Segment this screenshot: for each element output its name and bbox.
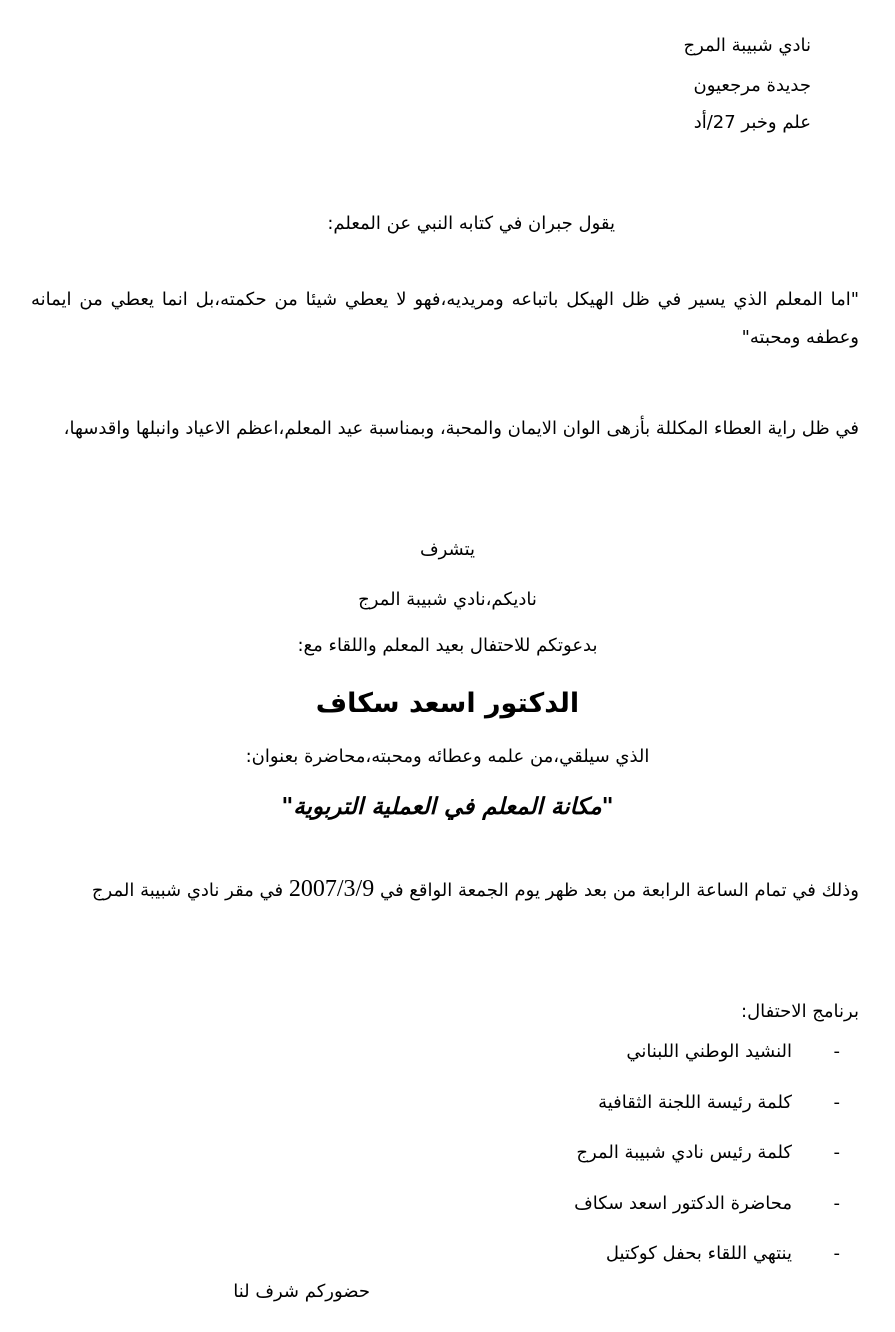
header-license (694, 111, 811, 135)
speaker-name: الدكتور اسعد سكاف (315, 688, 580, 719)
schedule-text-post: في مقر نادي شبيبة المرج (91, 880, 289, 901)
list-dash: - (833, 1041, 840, 1062)
program-item (574, 1040, 840, 1064)
lecture-intro: الذي سيلقي،من علمه وعطائه ومحبته،محاضرة بعنوان: (245, 746, 650, 767)
list-dash: - (833, 1243, 840, 1265)
license-prefix: علم وخبر (735, 112, 811, 133)
quote-intro: يقول جبران في كتابه النبي عن المعلم: (327, 213, 615, 234)
list-dash: - (833, 1192, 840, 1214)
program-item (574, 1141, 840, 1165)
closing-line: حضوركم شرف لنا (233, 1281, 370, 1302)
program-item-label: ينتهي اللقاء بحفل كوكتيل (605, 1243, 792, 1265)
schedule-paragraph (31, 870, 859, 910)
program-item (574, 1242, 840, 1266)
quote-text: "اما المعلم الذي يسير في ظل الهيكل باتباعه ومريديه،فهو لا يعطي شيئا من حكمته،بل انما يعطي من ايمانه وعطفه ومحبته" (31, 289, 859, 348)
program-list (574, 1040, 840, 1293)
program-item-label: كلمة رئيسة اللجنة الثقافية (598, 1091, 792, 1113)
program-item-label: كلمة رئيس نادي شبيبة المرج (576, 1142, 792, 1164)
schedule-text-pre: وذلك في تمام الساعة الرابعة من بعد ظهر يوم الجمعة الواقع في (374, 880, 859, 901)
occasion-paragraph: في ظل راية العطاء المكللة بأزهى الوان الايمان والمحبة، وبمناسبة عيد المعلم،اعظم الاعياد وانبلها واقدسها، (63, 418, 859, 439)
header-location: جديدة مرجعيون (693, 75, 811, 96)
program-item-label: النشيد الوطني اللبناني (626, 1041, 792, 1062)
invitation-line-2: ناديكم،نادي شبيبة المرج (358, 589, 537, 610)
header-club-name: نادي شبيبة المرج (683, 35, 811, 56)
license-suffix: /أد (693, 112, 713, 133)
license-number: 27 (712, 112, 736, 133)
invitation-line-3: بدعوتكم للاحتفال بعيد المعلم واللقاء مع: (297, 635, 598, 656)
event-date: 2007/3/9 (288, 876, 375, 902)
program-item (574, 1091, 840, 1115)
program-title: برنامج الاحتفال: (741, 1001, 859, 1022)
invitation-line-1: يتشرف (419, 539, 476, 560)
list-dash: - (833, 1091, 840, 1113)
lecture-title: "مكانة المعلم في العملية التربوية" (281, 794, 614, 820)
program-item-label: محاضرة الدكتور اسعد سكاف (574, 1192, 792, 1214)
program-item (574, 1192, 840, 1216)
list-dash: - (833, 1142, 840, 1164)
